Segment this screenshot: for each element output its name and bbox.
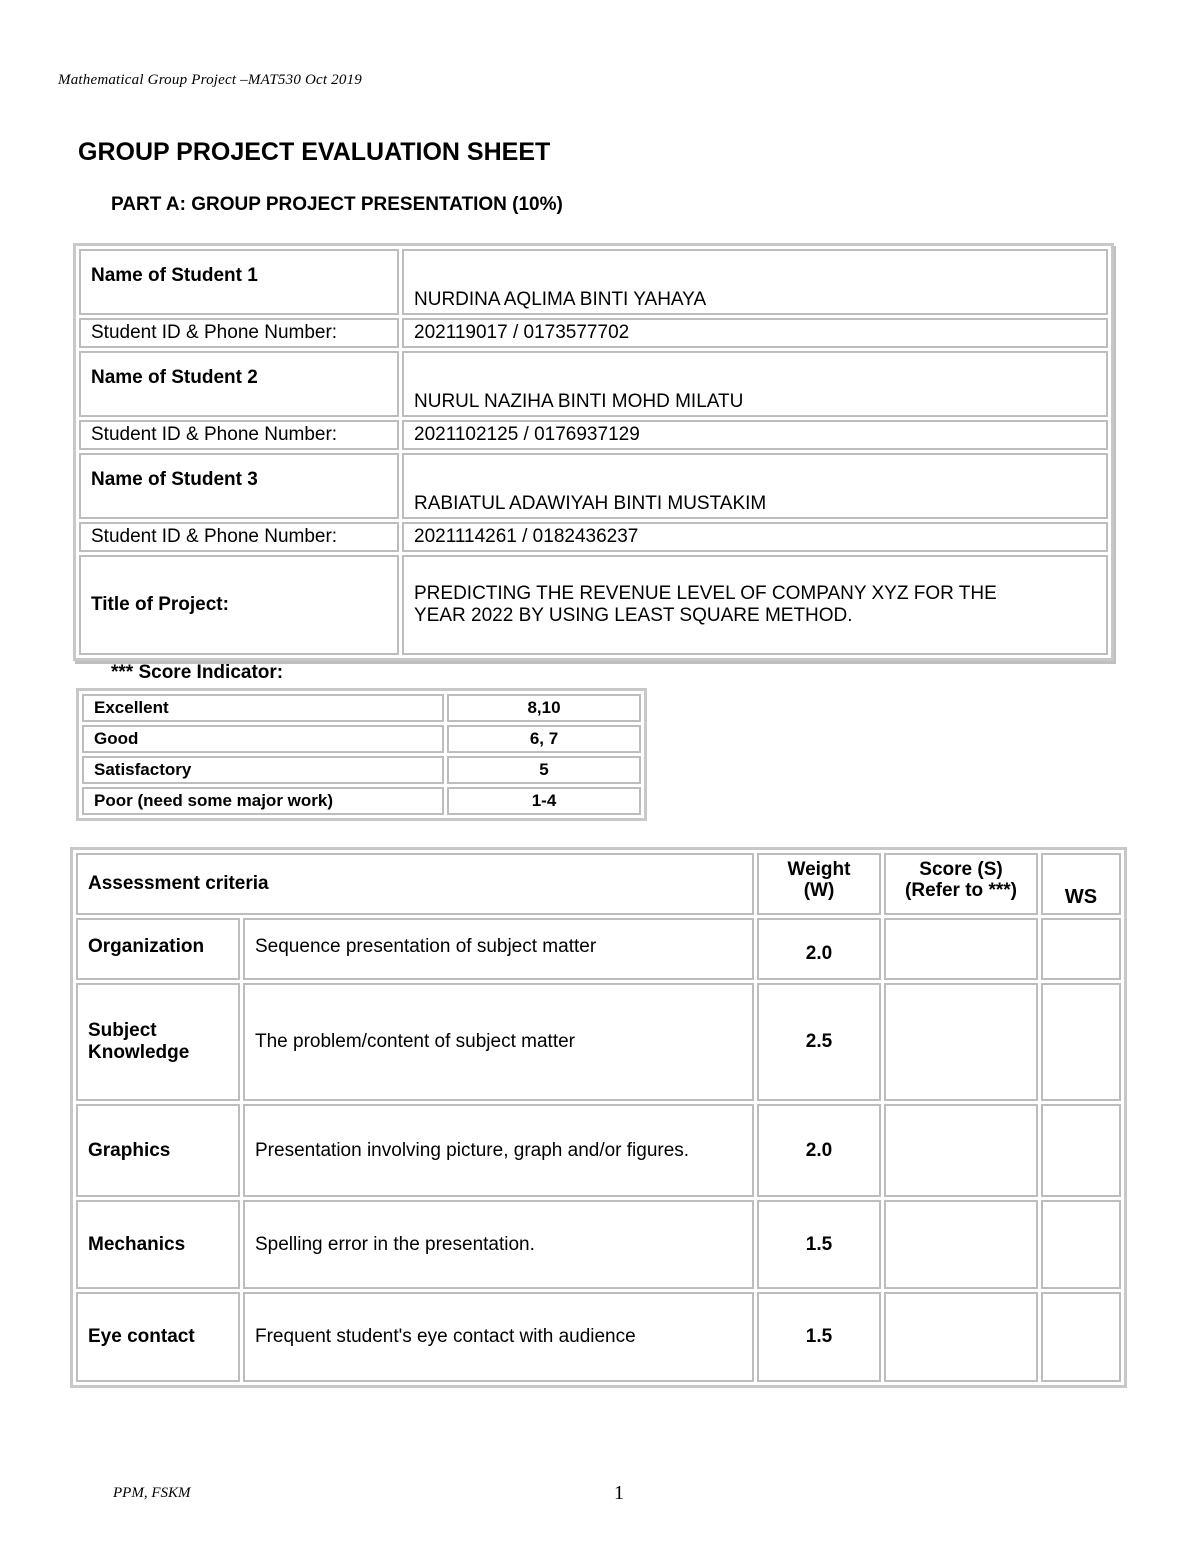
student-id-label: Student ID & Phone Number: bbox=[79, 522, 399, 552]
criteria-name: Mechanics bbox=[88, 1233, 186, 1255]
project-title-row bbox=[79, 555, 1108, 655]
assessment-row bbox=[76, 1104, 1121, 1197]
student-name-value: NURDINA AQLIMA BINTI YAHAYA bbox=[402, 249, 1108, 315]
student-name-label: Name of Student 2 bbox=[79, 351, 399, 417]
student-id-row bbox=[79, 420, 1108, 450]
score-header bbox=[884, 853, 1038, 915]
ws-cell[interactable] bbox=[1041, 1292, 1121, 1382]
student-id-label: Student ID & Phone Number: bbox=[79, 318, 399, 348]
assessment-table bbox=[70, 847, 1127, 1388]
assessment-header-row bbox=[76, 853, 1121, 915]
score-header-line: (Refer to ***) bbox=[905, 880, 1017, 901]
criteria-name: Knowledge bbox=[88, 1042, 190, 1063]
score-value: 8,10 bbox=[447, 694, 641, 722]
assessment-row bbox=[76, 1292, 1121, 1382]
score-row bbox=[82, 756, 641, 784]
assessment-row bbox=[76, 983, 1121, 1101]
student-name-value: NURUL NAZIHA BINTI MOHD MILATU bbox=[402, 351, 1108, 417]
criteria-description: Sequence presentation of subject matter bbox=[243, 918, 754, 980]
score-input-cell[interactable] bbox=[884, 1200, 1038, 1289]
project-title-line: YEAR 2022 BY USING LEAST SQUARE METHOD. bbox=[414, 605, 853, 626]
ws-cell[interactable] bbox=[1041, 1200, 1121, 1289]
weight-value: 2.0 bbox=[757, 1104, 881, 1197]
score-label: Poor (need some major work) bbox=[82, 787, 444, 815]
score-row bbox=[82, 725, 641, 753]
footer-department: PPM, FSKM bbox=[113, 1485, 191, 1501]
running-header: Mathematical Group Project –MAT530 Oct 2019 bbox=[58, 72, 362, 88]
student-info-table bbox=[73, 243, 1114, 661]
weight-value: 2.5 bbox=[757, 983, 881, 1101]
assessment-row bbox=[76, 1200, 1121, 1289]
student-name-row bbox=[79, 249, 1108, 315]
criteria-cell bbox=[76, 1104, 240, 1197]
student-id-value: 2021102125 / 0176937129 bbox=[402, 420, 1108, 450]
student-name-label: Name of Student 1 bbox=[79, 249, 399, 315]
score-input-cell[interactable] bbox=[884, 1104, 1038, 1197]
weight-value: 1.5 bbox=[757, 1200, 881, 1289]
ws-cell[interactable] bbox=[1041, 983, 1121, 1101]
score-row bbox=[82, 694, 641, 722]
student-name-row bbox=[79, 453, 1108, 519]
criteria-cell bbox=[76, 983, 240, 1101]
score-value: 6, 7 bbox=[447, 725, 641, 753]
criteria-description: The problem/content of subject matter bbox=[243, 983, 754, 1101]
student-name-value: RABIATUL ADAWIYAH BINTI MUSTAKIM bbox=[402, 453, 1108, 519]
ws-header: WS bbox=[1041, 853, 1121, 915]
score-label: Satisfactory bbox=[82, 756, 444, 784]
project-title-label: Title of Project: bbox=[79, 555, 399, 655]
score-input-cell[interactable] bbox=[884, 983, 1038, 1101]
student-id-row bbox=[79, 318, 1108, 348]
weight-header-line: (W) bbox=[803, 880, 835, 901]
criteria-description: Presentation involving picture, graph and/or figures. bbox=[243, 1104, 754, 1197]
project-title-line: PREDICTING THE REVENUE LEVEL OF COMPANY XYZ FOR THE bbox=[414, 583, 997, 604]
weight-value: 2.0 bbox=[757, 918, 881, 980]
score-indicator-table bbox=[76, 688, 647, 821]
criteria-description: Spelling error in the presentation. bbox=[243, 1200, 754, 1289]
student-name-label: Name of Student 3 bbox=[79, 453, 399, 519]
weight-value: 1.5 bbox=[757, 1292, 881, 1382]
score-input-cell[interactable] bbox=[884, 1292, 1038, 1382]
score-input-cell[interactable] bbox=[884, 918, 1038, 980]
criteria-cell bbox=[76, 918, 240, 980]
student-id-value: 202119017 / 0173577702 bbox=[402, 318, 1108, 348]
criteria-name: Eye contact bbox=[88, 1326, 195, 1347]
score-value: 5 bbox=[447, 756, 641, 784]
score-value: 1-4 bbox=[447, 787, 641, 815]
score-row bbox=[82, 787, 641, 815]
assessment-row bbox=[76, 918, 1121, 980]
weight-header bbox=[757, 853, 881, 915]
criteria-cell bbox=[76, 1200, 240, 1289]
score-indicator-heading: *** Score Indicator: bbox=[111, 662, 284, 683]
document-title: GROUP PROJECT EVALUATION SHEET bbox=[78, 138, 551, 166]
score-header-line: Score (S) bbox=[919, 859, 1003, 880]
criteria-cell bbox=[76, 1292, 240, 1382]
student-id-value: 2021114261 / 0182436237 bbox=[402, 522, 1108, 552]
student-id-row bbox=[79, 522, 1108, 552]
ws-cell[interactable] bbox=[1041, 918, 1121, 980]
criteria-name: Subject bbox=[88, 1020, 157, 1041]
score-label: Excellent bbox=[82, 694, 444, 722]
part-a-heading: PART A: GROUP PROJECT PRESENTATION (10%) bbox=[111, 194, 563, 215]
criteria-description: Frequent student's eye contact with audience bbox=[243, 1292, 754, 1382]
criteria-header: Assessment criteria bbox=[76, 853, 754, 915]
page-number: 1 bbox=[614, 1482, 624, 1504]
weight-header-line: Weight bbox=[787, 859, 851, 880]
criteria-name: Graphics bbox=[88, 1139, 171, 1161]
project-title-value bbox=[402, 555, 1108, 655]
student-id-label: Student ID & Phone Number: bbox=[79, 420, 399, 450]
ws-cell[interactable] bbox=[1041, 1104, 1121, 1197]
student-name-row bbox=[79, 351, 1108, 417]
criteria-name: Organization bbox=[88, 936, 205, 957]
score-label: Good bbox=[82, 725, 444, 753]
